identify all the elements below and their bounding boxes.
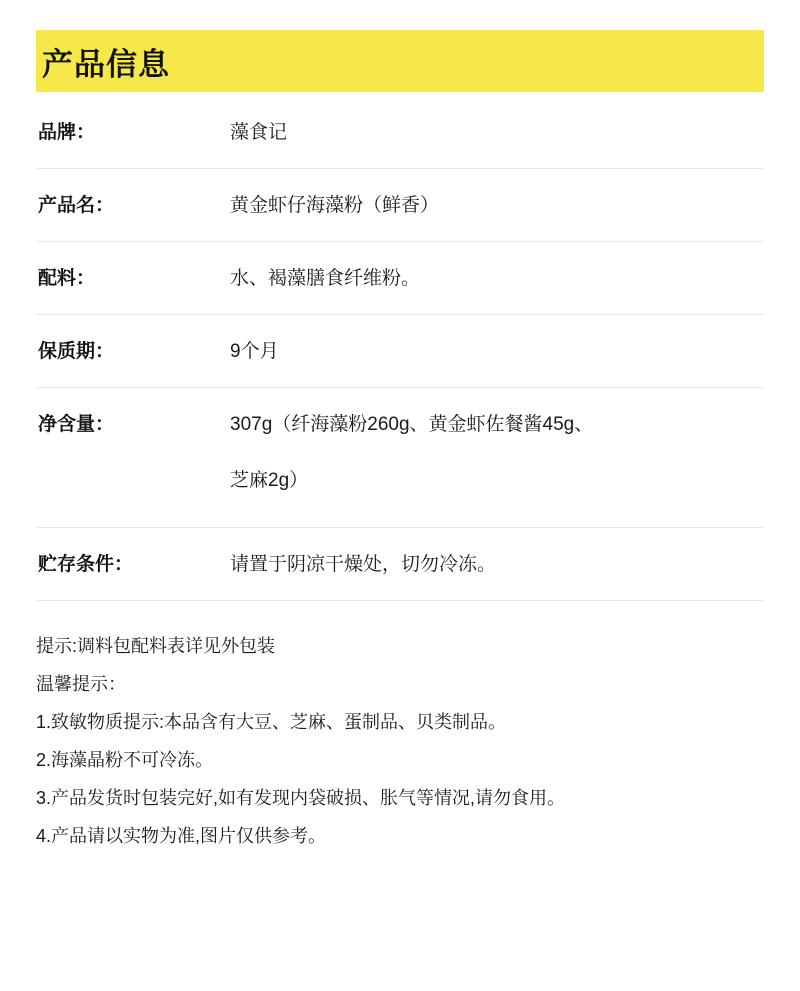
product-info-page [0, 30, 800, 991]
spec-value-brand: 藻食记 [230, 122, 288, 143]
note-line: 2.海藻晶粉不可冷冻。 [36, 750, 214, 770]
spec-label-brand: 品牌： [38, 122, 96, 143]
product-spec-table [36, 96, 764, 601]
spec-value-shelf-life: 9个月 [230, 341, 279, 362]
spec-label-net-content: 净含量： [38, 414, 115, 435]
note-line: 4.产品请以实物为准,图片仅供参考。 [36, 826, 327, 846]
note-line: 3.产品发货时包装完好,如有发现内袋破损、胀气等情况,请勿食用。 [36, 788, 566, 808]
notes-section [36, 627, 764, 855]
spec-value-product-name: 黄金虾仔海藻粉（鲜香） [230, 195, 440, 216]
spec-label-ingredients: 配料： [38, 268, 96, 289]
note-line: 温馨提示： [36, 674, 126, 694]
note-line: 1.致敏物质提示:本品含有大豆、芝麻、蛋制品、贝类制品。 [36, 712, 507, 732]
page-title-banner [36, 30, 764, 92]
spec-value-storage: 请置于阴凉干燥处，切勿冷冻。 [230, 554, 497, 575]
table-row [36, 169, 764, 242]
note-line: 提示:调料包配料表详见外包装 [36, 636, 275, 656]
spec-label-product-name: 产品名： [38, 195, 115, 216]
table-row [36, 528, 764, 601]
spec-value-ingredients: 水、褐藻膳食纤维粉。 [230, 268, 421, 289]
table-row [36, 96, 764, 169]
spec-label-shelf-life: 保质期： [38, 341, 115, 362]
spec-value-net-content [230, 410, 764, 496]
table-row [36, 315, 764, 388]
spec-label-storage: 贮存条件： [38, 554, 134, 575]
table-row [36, 388, 764, 528]
table-row [36, 242, 764, 315]
spec-value-net-content-line1: 307g（纤海藻粉260g、黄金虾佐餐酱45g、 [230, 414, 594, 435]
page-title: 产品信息 [42, 46, 170, 82]
spec-value-net-content-line2: 芝麻2g） [230, 470, 309, 491]
